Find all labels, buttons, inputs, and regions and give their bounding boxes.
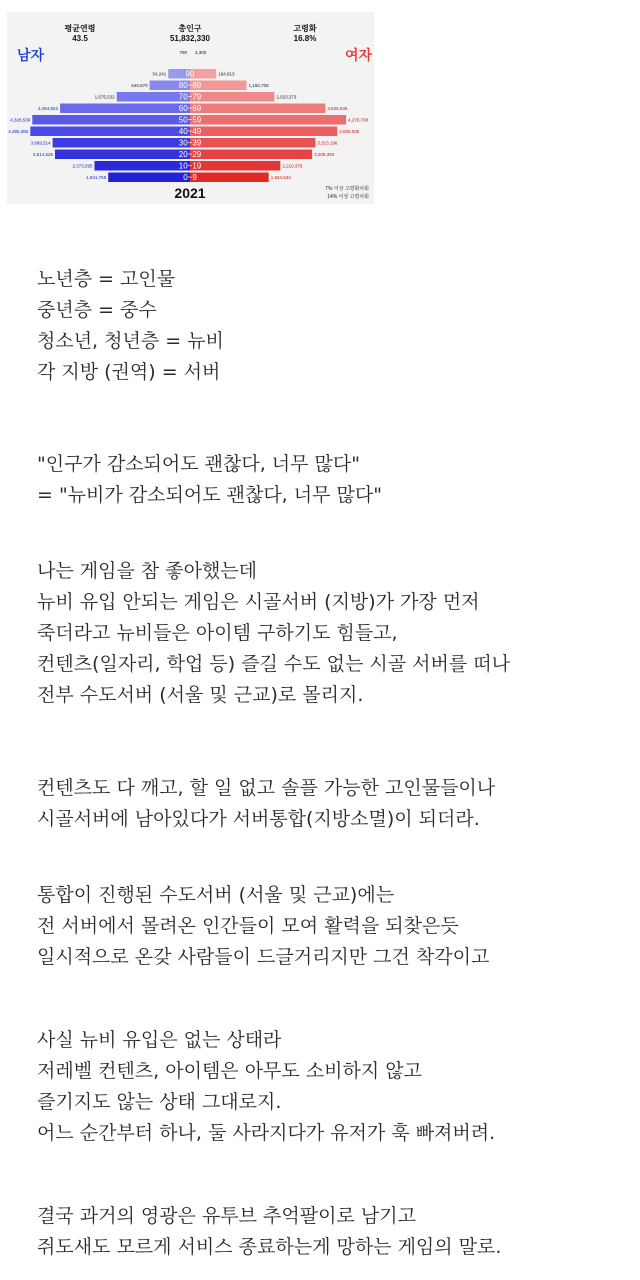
text-line: 나는 게임을 참 좋아했는데: [37, 560, 258, 582]
age-category-label: 70~79: [178, 92, 202, 102]
paragraph: [37, 449, 627, 511]
text-line: 일시적으로 온갖 사람들이 드글거리지만 그건 착각이고: [37, 946, 490, 968]
stat-value: 43.5: [72, 34, 88, 43]
bar-female: [210, 127, 337, 137]
bar-female: [210, 81, 247, 91]
bar-female: [210, 173, 269, 183]
female-value-label: 1,150,708: [248, 83, 269, 88]
text-line: 전 서버에서 몰려온 인간들이 모여 활력을 되찾은듯: [37, 915, 459, 937]
bar-female: [210, 150, 312, 160]
stat-value: 51,832,330: [169, 34, 211, 43]
female-value-label: 3,626,536: [327, 106, 348, 111]
text-line: 컨텐츠도 다 깨고, 할 일 없고 솔플 가능한 고인물들이나: [37, 777, 496, 799]
bar-male: [55, 150, 170, 160]
legend-note-2: 14% 이상 고령사회: [327, 194, 369, 200]
male-value-label: 4,390,382: [8, 129, 29, 134]
age-category-label: 90: [185, 69, 195, 79]
bar-male: [30, 127, 170, 137]
female-value-label: 2,210,376: [282, 163, 303, 169]
bar-female: [210, 115, 346, 125]
stat-label: 고령화: [293, 24, 317, 33]
female-value-label: 194,813: [218, 71, 235, 77]
male-value-label: 1,941,765: [86, 175, 107, 180]
bar-female: [210, 92, 274, 102]
top-row-right-label: 4,300: [195, 50, 207, 55]
age-category-label: 50~59: [178, 115, 202, 125]
bar-male: [108, 173, 170, 183]
male-value-label: 2,373,595: [72, 163, 93, 169]
age-category-label: 30~39: [178, 138, 202, 148]
text-line: 청소년, 청년층 = 뉴비: [37, 330, 224, 352]
female-value-label: 3,209,393: [314, 152, 335, 157]
legend-male: 남자: [17, 47, 45, 63]
bar-female: [210, 104, 325, 114]
paragraph: [37, 1025, 627, 1149]
chart-title: 2021: [174, 185, 206, 201]
text-line: 즐기지도 않는 상태 그대로지.: [37, 1091, 282, 1113]
bar-male: [60, 104, 170, 114]
female-value-label: 2,023,373: [276, 94, 297, 100]
text-line: 죽더라고 뉴비들은 아이템 구하기도 힘들고,: [37, 622, 398, 644]
bar-female: [210, 138, 315, 148]
paragraph: [37, 880, 627, 973]
text-line: 통합이 진행된 수도서버 (서울 및 근교)에는: [37, 884, 395, 906]
age-category-label: 10~19: [178, 161, 202, 171]
stat-label: 총인구: [178, 24, 202, 33]
paragraph: [37, 773, 627, 835]
bar-male: [53, 138, 170, 148]
paragraph: [37, 556, 627, 711]
text-line: 전부 수도서버 (서울 및 근교)로 몰리지.: [37, 684, 364, 706]
female-value-label: 4,276,708: [348, 117, 369, 123]
age-category-label: 20~29: [178, 150, 202, 159]
bar-male: [94, 161, 170, 171]
male-value-label: 1,675,532: [94, 94, 115, 100]
bar-female: [210, 69, 216, 79]
text-line: = "뉴비가 감소되어도 괜찮다, 너무 많다": [37, 484, 382, 506]
text-line: 쥐도새도 모르게 서비스 종료하는게 망하는 게임의 말로.: [37, 1236, 502, 1258]
legend-female: 여자: [345, 47, 373, 63]
text-line: 뉴비 유입 안되는 게임은 시골서버 (지방)가 가장 먼저: [37, 591, 480, 613]
text-line: 각 지방 (권역) = 서버: [37, 361, 221, 383]
text-line: 노년층 = 고인물: [37, 268, 176, 290]
text-line: 사실 뉴비 유입은 없는 상태라: [37, 1029, 282, 1051]
population-pyramid-chart: [7, 12, 374, 204]
bar-male: [117, 92, 170, 102]
stat-label: 평균연령: [64, 24, 96, 33]
text-line: 컨텐츠(일자리, 학업 등) 즐길 수도 없는 시골 서버를 떠나: [37, 653, 510, 675]
bar-male: [32, 115, 170, 125]
paragraph: [37, 1201, 627, 1263]
paragraph: [37, 264, 627, 388]
text-line: 결국 과거의 영광은 유투브 추억팔이로 남기고: [37, 1205, 416, 1227]
text-line: 시골서버에 남아있다가 서버통합(지방소멸)이 되더라.: [37, 808, 480, 830]
female-value-label: 4,000,035: [339, 129, 360, 134]
text-line: "인구가 감소되어도 괜찮다, 너무 많다": [37, 453, 360, 475]
age-category-label: 60~69: [178, 104, 202, 113]
female-value-label: 1,844,633: [270, 175, 291, 180]
bar-male: [168, 69, 170, 79]
age-category-label: 0~9: [183, 173, 197, 182]
female-value-label: 3,313,196: [317, 140, 338, 146]
bar-male: [150, 81, 170, 91]
male-value-label: 3,454,822: [38, 106, 59, 111]
text-line: 중년층 = 중수: [37, 299, 157, 321]
male-value-label: 3,614,525: [32, 152, 53, 157]
legend-note-1: 7% 이상 고령화사회: [325, 186, 369, 192]
male-value-label: 54,241: [152, 71, 167, 77]
bar-female: [210, 161, 280, 171]
top-row-left-label: 790: [179, 50, 187, 55]
age-category-label: 40~49: [178, 127, 202, 136]
stat-value: 16.8%: [293, 34, 317, 43]
male-value-label: 640,570: [131, 83, 148, 88]
text-line: 어느 순간부터 하나, 둘 사라지다가 유저가 훅 빠져버려.: [37, 1122, 496, 1144]
age-category-label: 80~89: [178, 81, 202, 90]
male-value-label: 4,328,536: [10, 117, 31, 123]
text-line: 저레벨 컨텐츠, 아이템은 아무도 소비하지 않고: [37, 1060, 422, 1082]
male-value-label: 3,689,514: [30, 140, 51, 146]
